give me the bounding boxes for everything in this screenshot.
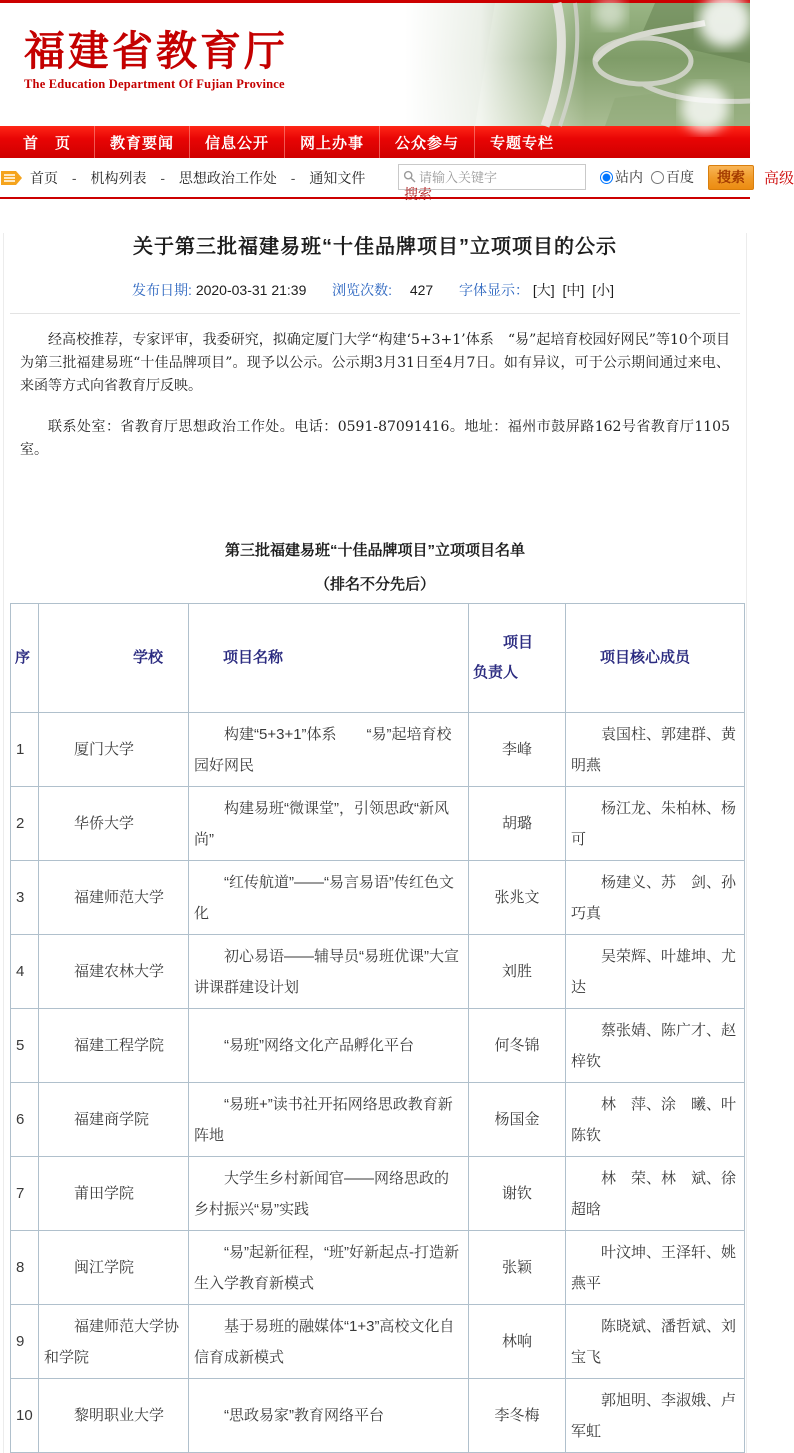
font-size-label: 字体显示：	[458, 282, 529, 298]
col-header-school: 学校	[39, 604, 189, 713]
breadcrumb-separator: -	[290, 169, 296, 186]
cell-no: 3	[11, 861, 39, 935]
nav-item-info[interactable]: 信息公开	[189, 126, 284, 158]
table-row	[11, 1305, 745, 1379]
scope-site-radio[interactable]	[600, 171, 613, 184]
search-button[interactable]: 搜索	[708, 165, 754, 190]
breadcrumb-org-list[interactable]: 机构列表	[90, 169, 147, 186]
font-size-medium[interactable]: [中]	[562, 282, 585, 298]
site-logo	[24, 29, 288, 92]
publish-date-value: 2020-03-31 21:39	[195, 282, 307, 298]
nav-item-services[interactable]: 网上办事	[284, 126, 379, 158]
col-header-no: 序	[11, 604, 39, 713]
cell-leader: 刘胜	[469, 935, 566, 1009]
cell-no: 7	[11, 1157, 39, 1231]
breadcrumb-dept[interactable]: 思想政治工作处	[178, 169, 277, 186]
cell-project: 构建易班“微课堂”，引领思政“新风尚”	[189, 787, 469, 861]
paragraph-contact: 联系处室：省教育厅思想政治工作处。电话：0591-87091416。地址：福州市鼓屏路162号省教育厅1105室。	[20, 419, 730, 458]
cell-no: 9	[11, 1305, 39, 1379]
site-subtitle: The Education Department Of Fujian Province	[24, 77, 285, 91]
nav-item-special[interactable]: 专题专栏	[474, 126, 569, 158]
cell-members: 袁国柱、郭建群、黄明燕	[566, 713, 745, 787]
article-body	[10, 329, 740, 462]
views-value: 427	[409, 282, 434, 298]
cell-project: “红传航道”——“易言易语”传红色文化	[189, 861, 469, 935]
cell-school: 黎明职业大学	[39, 1379, 189, 1453]
project-list-subtitle: （排名不分先后）	[314, 576, 435, 593]
col-header-project: 项目名称	[189, 604, 469, 713]
cell-members: 叶汶坤、王泽轩、姚燕平	[566, 1231, 745, 1305]
breadcrumb-notices[interactable]: 通知文件	[309, 169, 366, 186]
cell-leader: 杨国金	[469, 1083, 566, 1157]
cell-project: “易”起新征程，“班”好新起点-打造新生入学教育新模式	[189, 1231, 469, 1305]
cell-leader: 张兆文	[469, 861, 566, 935]
breadcrumb	[30, 168, 365, 188]
cell-members: 林 荣、林 斌、徐超晗	[566, 1157, 745, 1231]
cell-project: 基于易班的融媒体“1+3”高校文化自信育成新模式	[189, 1305, 469, 1379]
cell-members: 杨江龙、朱柏林、杨可	[566, 787, 745, 861]
cell-school: 莆田学院	[39, 1157, 189, 1231]
sub-nav	[0, 158, 794, 202]
search-scope	[600, 167, 702, 187]
cell-members: 陈晓斌、潘哲斌、刘宝飞	[566, 1305, 745, 1379]
cell-no: 1	[11, 713, 39, 787]
cell-leader: 张颖	[469, 1231, 566, 1305]
table-row	[11, 1083, 745, 1157]
table-row	[11, 1157, 745, 1231]
cell-leader: 李峰	[469, 713, 566, 787]
article-content	[3, 233, 747, 1453]
breadcrumb-separator: -	[71, 169, 77, 186]
publish-date-label: 发布日期:	[132, 282, 192, 298]
aerial-highway-photo	[405, 3, 750, 126]
list-icon	[0, 168, 24, 188]
nav-item-home[interactable]: 首 页	[22, 134, 71, 152]
search-zone	[398, 164, 794, 190]
font-size-large[interactable]: [大]	[532, 282, 555, 298]
cell-project: “思政易家”教育网络平台	[189, 1379, 469, 1453]
views-label: 浏览次数:	[332, 282, 393, 298]
table-row	[11, 1009, 745, 1083]
cell-school: 福建农林大学	[39, 935, 189, 1009]
cell-no: 10	[11, 1379, 39, 1453]
cell-members: 杨建义、苏 剑、孙巧真	[566, 861, 745, 935]
nav-item-public[interactable]: 公众参与	[379, 126, 474, 158]
table-row	[11, 861, 745, 935]
table-row	[11, 713, 745, 787]
paragraph-announcement: 经高校推荐，专家评审，我委研究，拟确定厦门大学“构建‘5+3+1’体系 “易”起培育校园好网民”等10个项目为第三批福建易班“十佳品牌项目”。现予以公示。公示期3月31日至4月7日。如有异议，可于公示期间通过来电、来函等方式向省教育厅反映。	[20, 332, 730, 394]
cell-school: 福建师范大学	[39, 861, 189, 935]
cell-no: 6	[11, 1083, 39, 1157]
cell-school: 福建工程学院	[39, 1009, 189, 1083]
scope-baidu-label[interactable]: 百度	[666, 169, 694, 185]
cell-school: 华侨大学	[39, 787, 189, 861]
cell-project: “易班+”读书社开拓网络思政教育新阵地	[189, 1083, 469, 1157]
cell-leader: 林响	[469, 1305, 566, 1379]
breadcrumb-home[interactable]: 首页	[30, 169, 58, 186]
cell-no: 5	[11, 1009, 39, 1083]
article-meta	[10, 280, 740, 314]
cell-school: 厦门大学	[39, 713, 189, 787]
cell-leader: 谢钦	[469, 1157, 566, 1231]
cell-members: 吴荣辉、叶雄坤、尤达	[566, 935, 745, 1009]
cell-project: 构建“5+3+1”体系 “易”起培育校园好网民	[189, 713, 469, 787]
col-header-leader: 项目 负责人	[469, 604, 566, 713]
cell-project: “易班”网络文化产品孵化平台	[189, 1009, 469, 1083]
cell-members: 林 萍、涂 曦、叶陈钦	[566, 1083, 745, 1157]
cell-school: 闽江学院	[39, 1231, 189, 1305]
site-name: 福建省教育厅	[24, 28, 288, 74]
search-icon	[403, 170, 416, 183]
search-input[interactable]	[417, 167, 581, 187]
nav-item-news[interactable]: 教育要闻	[94, 126, 189, 158]
cell-project: 大学生乡村新闻官——网络思政的乡村振兴“易”实践	[189, 1157, 469, 1231]
site-header	[0, 3, 750, 126]
cell-school: 福建商学院	[39, 1083, 189, 1157]
cell-no: 8	[11, 1231, 39, 1305]
cell-project: 初心易语——辅导员“易班优课”大宣讲课群建设计划	[189, 935, 469, 1009]
cell-no: 2	[11, 787, 39, 861]
scope-baidu-radio[interactable]	[651, 171, 664, 184]
table-row	[11, 787, 745, 861]
cell-members: 蔡张婧、陈广才、赵梓钦	[566, 1009, 745, 1083]
cell-school: 福建师范大学协和学院	[39, 1305, 189, 1379]
breadcrumb-separator: -	[160, 169, 166, 186]
table-header-row	[11, 604, 745, 713]
project-list-title: 第三批福建易班“十佳品牌项目”立项项目名单	[224, 542, 525, 559]
cell-leader: 胡璐	[469, 787, 566, 861]
advanced-search-wrapped-text[interactable]: 搜索	[404, 186, 432, 202]
cell-leader: 何冬锦	[469, 1009, 566, 1083]
table-row	[11, 935, 745, 1009]
font-size-small[interactable]: [小]	[592, 282, 614, 298]
cell-no: 4	[11, 935, 39, 1009]
table-row	[11, 1231, 745, 1305]
advanced-search-link[interactable]: 高级	[764, 169, 794, 187]
page-title: 关于第三批福建易班“十佳品牌项目”立项项目的公示	[133, 236, 617, 258]
cell-leader: 李冬梅	[469, 1379, 566, 1453]
table-row	[11, 1379, 745, 1453]
main-nav	[0, 126, 750, 158]
scope-site-label[interactable]: 站内	[615, 169, 643, 185]
projects-table	[10, 603, 745, 1453]
cell-members: 郭旭明、李淑娥、卢军虹	[566, 1379, 745, 1453]
col-header-members: 项目核心成员	[566, 604, 745, 713]
